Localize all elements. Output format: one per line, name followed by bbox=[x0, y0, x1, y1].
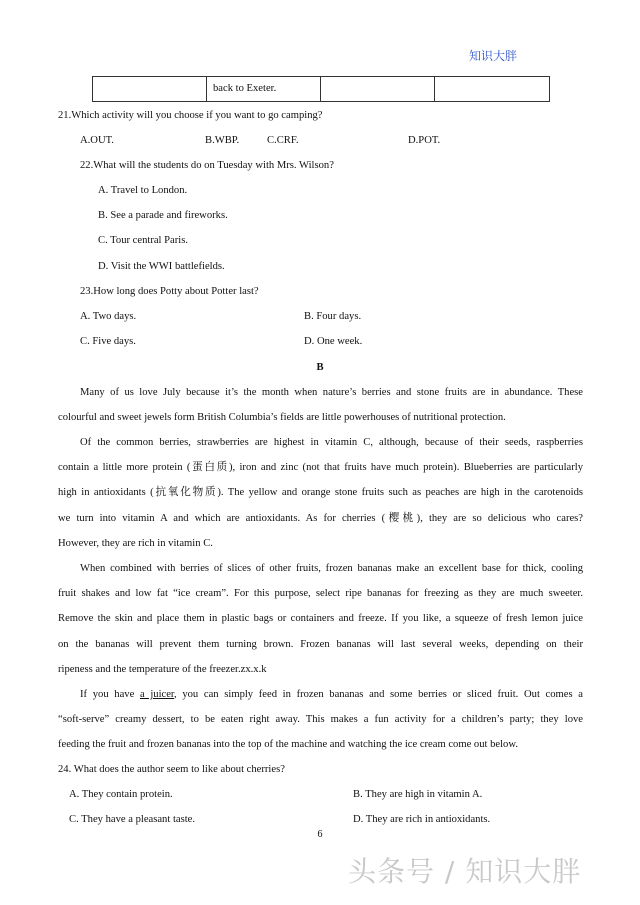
page-number: 6 bbox=[317, 829, 323, 840]
passage-line: However, they are rich in vitamin C. bbox=[58, 537, 213, 549]
question-24-option-a: A. They contain protein. bbox=[69, 789, 173, 800]
question-22-option-c: C. Tour central Paris. bbox=[98, 235, 188, 246]
passage-line: fruit shakes and low fat “ice cream”. For this purpose, select ripe bananas for freezing as they are much sweeter. bbox=[58, 588, 583, 600]
question-24-stem: 24. What does the author seem to like about cherries? bbox=[58, 764, 285, 775]
header-brand: 知识大胖 bbox=[469, 49, 518, 63]
table-cell: back to Exeter. bbox=[207, 77, 321, 102]
question-21-option-d: D.POT. bbox=[408, 135, 441, 146]
table-row bbox=[93, 77, 550, 102]
table-cell bbox=[321, 77, 435, 102]
question-23-option-d: D. One week. bbox=[304, 336, 363, 347]
passage-line: Of the common berries, strawberries are highest in vitamin C, although, because of their seeds, raspberries bbox=[80, 437, 583, 448]
table-cell bbox=[435, 77, 550, 102]
passage-line: on the bananas will prevent them turning brown. Frozen bananas will last several weeks, depending on their bbox=[58, 638, 583, 650]
question-22-option-a: A. Travel to London. bbox=[98, 185, 188, 196]
question-21-stem: 21.Which activity will you choose if you want to go camping? bbox=[58, 110, 323, 121]
watermark: 头条号 / 知识大胖 bbox=[348, 855, 582, 888]
passage-line: ripeness and the temperature of the freezer.zx.x.k bbox=[58, 663, 267, 675]
question-21-option-b: B.WBP. bbox=[205, 135, 240, 146]
passage-line bbox=[58, 682, 583, 707]
passage-line: Remove the skin and place them in plastic bags or containers and freeze. If you like, a squeeze of fresh lemon juice bbox=[58, 613, 583, 625]
passage-line: high in antioxidants (抗氧化物质). The yellow and orange stone fruits such as peaches are high in the carotenoids bbox=[58, 487, 583, 499]
passage-line: feeding the fruit and frozen bananas into the top of the machine and watching the ice cream come out below. bbox=[58, 739, 518, 751]
passage-paragraph-3 bbox=[58, 556, 583, 682]
passage-line: “soft-serve” creamy dessert, to be eaten right away. This makes a fun activity for a children’s party; they love bbox=[58, 714, 583, 726]
question-23-stem: 23.How long does Potty about Potter last? bbox=[80, 286, 259, 297]
question-24-option-b: B. They are high in vitamin A. bbox=[353, 789, 483, 800]
question-24-option-c: C. They have a pleasant taste. bbox=[69, 814, 196, 825]
question-21-option-c: C.CRF. bbox=[267, 135, 299, 146]
schedule-table-fragment bbox=[92, 76, 550, 102]
passage-paragraph-4 bbox=[58, 682, 583, 758]
underlined-phrase: a juicer bbox=[139, 689, 175, 700]
question-24-option-d: D. They are rich in antioxidants. bbox=[353, 814, 491, 825]
question-23-option-a: A. Two days. bbox=[80, 311, 137, 322]
question-22-option-d: D. Visit the WWI battlefields. bbox=[98, 261, 225, 272]
question-22-stem: 22.What will the students do on Tuesday with Mrs. Wilson? bbox=[80, 160, 334, 171]
question-21-option-a: A.OUT. bbox=[80, 135, 114, 146]
passage-line: Many of us love July because it’s the month when nature’s berries and stone fruits are in abundance. These bbox=[80, 387, 583, 398]
passage-text: , you can simply feed in frozen bananas and some berries or sliced fruit. Out comes a bbox=[174, 689, 583, 700]
passage-line: we turn into vitamin A and which are antioxidants. As for cherries (樱桃), they are so delicious who cares? bbox=[58, 512, 583, 524]
question-23-option-b: B. Four days. bbox=[304, 311, 362, 322]
passage-text: If you have bbox=[80, 689, 140, 700]
question-22-option-b: B. See a parade and fireworks. bbox=[98, 210, 228, 221]
passage-line: When combined with berries of slices of other fruits, frozen bananas make an excellent base for thick, cooling bbox=[80, 563, 583, 574]
section-title: B bbox=[316, 362, 324, 373]
passage-paragraph-2 bbox=[58, 430, 583, 556]
passage-paragraph-1 bbox=[58, 380, 583, 430]
passage-line: colourful and sweet jewels form British Columbia’s fields are little powerhouses of nutritional protection. bbox=[58, 412, 506, 424]
table-cell bbox=[93, 77, 207, 102]
question-23-option-c: C. Five days. bbox=[80, 336, 136, 347]
passage-line: contain a little more protein (蛋白质), iron and zinc (not that fruits have much protein). Blueberries are particularly bbox=[58, 462, 583, 474]
